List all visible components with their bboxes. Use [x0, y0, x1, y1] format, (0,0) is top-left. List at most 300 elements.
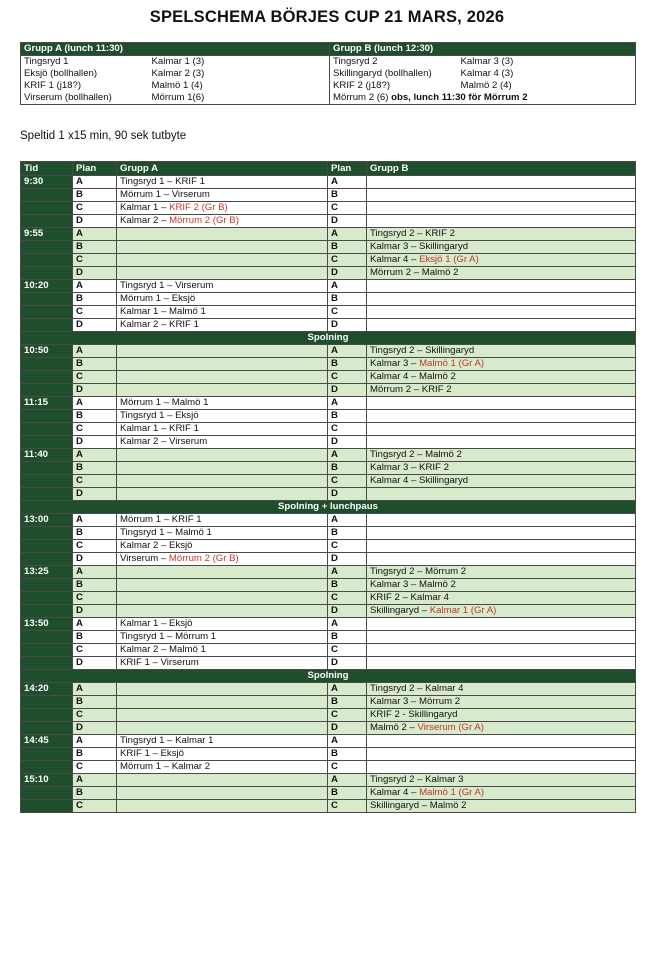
match-group-b — [367, 514, 636, 527]
plan-b: D — [328, 657, 367, 670]
plan-a: B — [73, 787, 117, 800]
plan-b: A — [328, 566, 367, 579]
schedule-table — [20, 161, 636, 813]
schedule-row — [21, 644, 636, 657]
group-a-team: KRIF 1 (j18?) — [21, 80, 149, 92]
match-group-a — [117, 540, 328, 553]
match-text: Kalmar 2 – Virserum — [120, 436, 208, 447]
plan-b: A — [328, 176, 367, 189]
match-text: Kalmar 2 – — [120, 215, 170, 226]
match-text: Malmö 2 – — [370, 722, 418, 733]
plan-b: D — [328, 553, 367, 566]
match-text: Tingsryd 2 – Skillingaryd — [370, 345, 475, 356]
match-text: Tingsryd 1 – Kalmar 1 — [120, 735, 214, 746]
match-text: Tingsryd 2 – Kalmar 3 — [370, 774, 464, 785]
group-b-team-cell — [458, 68, 636, 80]
plan-a: A — [73, 774, 117, 787]
match-text: Kalmar 2 – Eksjö — [120, 540, 193, 551]
match-group-b — [367, 358, 636, 371]
groups-table — [20, 42, 636, 105]
plan-a: A — [73, 566, 117, 579]
schedule-row — [21, 566, 636, 579]
match-group-a — [117, 202, 328, 215]
schedule-row — [21, 176, 636, 189]
plan-a: C — [73, 540, 117, 553]
groups-body — [21, 56, 636, 105]
match-group-a — [117, 306, 328, 319]
plan-b: C — [328, 423, 367, 436]
break-label: Spolning — [21, 332, 636, 345]
plan-a: D — [73, 657, 117, 670]
plan-a: D — [73, 319, 117, 332]
time-slot-cell — [21, 488, 73, 501]
group-b-team-cell — [458, 80, 636, 92]
group-row — [21, 80, 636, 92]
header-plan-b: Plan — [328, 162, 367, 176]
match-group-a — [117, 189, 328, 202]
time-slot-cell — [21, 800, 73, 813]
match-text: Kalmar 3 – Malmö 2 — [370, 579, 456, 590]
time-slot-cell — [21, 254, 73, 267]
time-slot-cell — [21, 553, 73, 566]
time-slot: 11:40 — [21, 449, 73, 462]
groups-header-row — [21, 43, 636, 56]
match-text: Kalmar 3 – KRIF 2 — [370, 462, 449, 473]
match-text: Mörrum 1 – Malmö 1 — [120, 397, 209, 408]
match-text: Tingsryd 1 – Malmö 1 — [120, 527, 212, 538]
match-text: Kalmar 1 – Malmö 1 — [120, 306, 206, 317]
time-slot-cell — [21, 436, 73, 449]
plan-b: D — [328, 319, 367, 332]
schedule-row — [21, 228, 636, 241]
plan-b: A — [328, 735, 367, 748]
schedule-row — [21, 410, 636, 423]
time-slot: 13:00 — [21, 514, 73, 527]
match-group-a — [117, 241, 328, 254]
schedule-row — [21, 605, 636, 618]
time-slot-cell — [21, 605, 73, 618]
match-group-a — [117, 644, 328, 657]
plan-a: C — [73, 202, 117, 215]
match-group-b — [367, 644, 636, 657]
time-slot: 14:45 — [21, 735, 73, 748]
match-group-a — [117, 293, 328, 306]
match-group-b — [367, 176, 636, 189]
match-group-a — [117, 774, 328, 787]
schedule-row — [21, 787, 636, 800]
match-group-b — [367, 449, 636, 462]
plan-b: A — [328, 449, 367, 462]
schedule-row — [21, 709, 636, 722]
match-text: Kalmar 3 – Skillingaryd — [370, 241, 469, 252]
plan-a: C — [73, 475, 117, 488]
match-group-b — [367, 436, 636, 449]
time-slot-cell — [21, 410, 73, 423]
time-slot-cell — [21, 371, 73, 384]
schedule-row — [21, 319, 636, 332]
time-slot-cell — [21, 358, 73, 371]
cross-group-team: Malmö 1 (Gr A) — [419, 358, 485, 369]
plan-b: C — [328, 800, 367, 813]
group-row — [21, 56, 636, 69]
match-text: Mörrum 1 – Eksjö — [120, 293, 196, 304]
match-text: Kalmar 1 – — [120, 202, 170, 213]
match-group-a — [117, 475, 328, 488]
schedule-row — [21, 384, 636, 397]
plan-a: B — [73, 696, 117, 709]
match-group-b — [367, 423, 636, 436]
match-group-a — [117, 319, 328, 332]
cross-group-team: Mörrum 2 (Gr B) — [168, 553, 239, 564]
match-text: KRIF 1 – Eksjö — [120, 748, 184, 759]
match-text: Tingsryd 1 – Virserum — [120, 280, 214, 291]
match-group-a — [117, 176, 328, 189]
time-slot-cell — [21, 423, 73, 436]
match-group-b — [367, 228, 636, 241]
schedule-row — [21, 397, 636, 410]
time-slot: 10:20 — [21, 280, 73, 293]
match-group-a — [117, 800, 328, 813]
plan-b: B — [328, 631, 367, 644]
match-text: Tingsryd 2 – Mörrum 2 — [370, 566, 467, 577]
match-group-b — [367, 735, 636, 748]
plan-a: A — [73, 683, 117, 696]
time-slot: 11:15 — [21, 397, 73, 410]
game-time-note: Speltid 1 x15 min, 90 sek tutbyte — [20, 130, 187, 142]
match-group-a — [117, 514, 328, 527]
schedule-row — [21, 696, 636, 709]
time-slot-cell — [21, 748, 73, 761]
time-slot-cell — [21, 527, 73, 540]
plan-a: A — [73, 618, 117, 631]
plan-a: A — [73, 449, 117, 462]
schedule-row — [21, 462, 636, 475]
match-group-a — [117, 761, 328, 774]
break-row — [21, 670, 636, 683]
match-text: Kalmar 1 – Eksjö — [120, 618, 193, 629]
schedule-row — [21, 631, 636, 644]
schedule-row — [21, 579, 636, 592]
plan-b: A — [328, 345, 367, 358]
time-slot: 10:50 — [21, 345, 73, 358]
plan-a: C — [73, 254, 117, 267]
plan-a: C — [73, 371, 117, 384]
plan-a: D — [73, 384, 117, 397]
cross-group-team: Mörrum 2 (Gr B) — [169, 215, 239, 226]
group-b-team: Skillingaryd (bollhallen) — [330, 68, 458, 80]
break-row — [21, 501, 636, 514]
match-group-a — [117, 345, 328, 358]
group-b-team — [330, 92, 636, 105]
match-group-a — [117, 215, 328, 228]
match-group-b — [367, 462, 636, 475]
plan-b: D — [328, 722, 367, 735]
group-a-team: Eksjö (bollhallen) — [21, 68, 149, 80]
plan-a: D — [73, 553, 117, 566]
plan-b: B — [328, 579, 367, 592]
schedule-row — [21, 800, 636, 813]
plan-a: A — [73, 176, 117, 189]
cross-group-team: Virserum (Gr A) — [417, 722, 484, 733]
match-text: Kalmar 1 – KRIF 1 — [120, 423, 199, 434]
plan-b: A — [328, 683, 367, 696]
schedule-row — [21, 657, 636, 670]
match-group-a — [117, 267, 328, 280]
time-slot-cell — [21, 267, 73, 280]
break-label: Spolning — [21, 670, 636, 683]
time-slot-cell — [21, 241, 73, 254]
plan-a: B — [73, 241, 117, 254]
match-group-b — [367, 618, 636, 631]
plan-a: B — [73, 631, 117, 644]
plan-a: A — [73, 735, 117, 748]
match-group-b — [367, 475, 636, 488]
schedule-body — [21, 176, 636, 813]
match-group-a — [117, 462, 328, 475]
time-slot: 13:25 — [21, 566, 73, 579]
time-slot-cell — [21, 592, 73, 605]
page-title: SPELSCHEMA BÖRJES CUP 21 MARS, 2026 — [149, 8, 505, 26]
time-slot-cell — [21, 709, 73, 722]
schedule-row — [21, 748, 636, 761]
group-b-team: Tingsryd 2 — [330, 56, 458, 69]
plan-b: B — [328, 748, 367, 761]
match-group-a — [117, 488, 328, 501]
match-group-b — [367, 722, 636, 735]
plan-b: D — [328, 267, 367, 280]
match-group-a — [117, 683, 328, 696]
time-slot: 9:55 — [21, 228, 73, 241]
match-group-a — [117, 579, 328, 592]
match-group-a — [117, 618, 328, 631]
plan-b: D — [328, 605, 367, 618]
plan-b: B — [328, 358, 367, 371]
match-group-a — [117, 748, 328, 761]
group-a-team: Malmö 1 (4) — [149, 80, 330, 92]
time-slot-cell — [21, 215, 73, 228]
match-group-b — [367, 761, 636, 774]
plan-b: C — [328, 540, 367, 553]
time-slot-cell — [21, 631, 73, 644]
match-group-b — [367, 696, 636, 709]
plan-a: C — [73, 592, 117, 605]
cross-group-team: Kalmar 1 (Gr A) — [429, 605, 497, 616]
plan-b: D — [328, 215, 367, 228]
plan-a: A — [73, 345, 117, 358]
match-group-b — [367, 306, 636, 319]
plan-a: B — [73, 462, 117, 475]
plan-b: B — [328, 241, 367, 254]
match-group-b — [367, 787, 636, 800]
match-text: Kalmar 4 – — [370, 254, 420, 265]
time-slot-cell — [21, 462, 73, 475]
plan-b: C — [328, 709, 367, 722]
match-group-a — [117, 605, 328, 618]
schedule-row — [21, 241, 636, 254]
group-a-team: Tingsryd 1 — [21, 56, 149, 69]
match-text: Mörrum 2 – KRIF 2 — [370, 384, 452, 395]
schedule-row — [21, 540, 636, 553]
schedule-row — [21, 293, 636, 306]
match-text: Kalmar 2 – KRIF 1 — [120, 319, 199, 330]
match-group-a — [117, 566, 328, 579]
plan-a: D — [73, 722, 117, 735]
plan-a: C — [73, 423, 117, 436]
match-group-b — [367, 683, 636, 696]
header-grupp-a: Grupp A — [117, 162, 328, 176]
schedule-row — [21, 527, 636, 540]
schedule-row — [21, 267, 636, 280]
match-group-a — [117, 787, 328, 800]
match-text: Kalmar 3 – Mörrum 2 — [370, 696, 461, 707]
group-a-team: Virserum (bollhallen) — [21, 92, 149, 105]
match-group-b — [367, 189, 636, 202]
plan-a: A — [73, 397, 117, 410]
schedule-row — [21, 592, 636, 605]
match-group-a — [117, 254, 328, 267]
plan-a: A — [73, 228, 117, 241]
match-group-b — [367, 605, 636, 618]
group-row — [21, 68, 636, 80]
header-tid: Tid — [21, 162, 73, 176]
group-b-team: Malmö 2 (4) — [460, 80, 512, 91]
plan-a: D — [73, 605, 117, 618]
match-group-a — [117, 423, 328, 436]
match-group-a — [117, 228, 328, 241]
plan-a: C — [73, 800, 117, 813]
group-b-team-cell — [458, 56, 636, 69]
match-group-b — [367, 566, 636, 579]
time-slot-cell — [21, 306, 73, 319]
match-text: Tingsryd 1 – Mörrum 1 — [120, 631, 217, 642]
schedule-row — [21, 371, 636, 384]
match-group-b — [367, 657, 636, 670]
match-group-a — [117, 722, 328, 735]
match-group-b — [367, 384, 636, 397]
plan-a: B — [73, 579, 117, 592]
plan-b: D — [328, 436, 367, 449]
time-slot-cell — [21, 787, 73, 800]
header-grupp-b: Grupp B — [367, 162, 636, 176]
plan-b: B — [328, 696, 367, 709]
match-text: Kalmar 4 – — [370, 787, 420, 798]
plan-b: D — [328, 384, 367, 397]
plan-a: C — [73, 761, 117, 774]
match-group-a — [117, 449, 328, 462]
match-text: Mörrum 1 – Kalmar 2 — [120, 761, 211, 772]
group-b-team: Kalmar 3 (3) — [460, 56, 514, 67]
match-text: Mörrum 2 – Malmö 2 — [370, 267, 459, 278]
plan-b: C — [328, 371, 367, 384]
match-group-a — [117, 527, 328, 540]
group-b-team: Kalmar 4 (3) — [460, 68, 514, 79]
group-a-team: Mörrum 1(6) — [149, 92, 330, 105]
schedule-row — [21, 761, 636, 774]
schedule-row — [21, 254, 636, 267]
cross-group-team: KRIF 2 (Gr B) — [169, 202, 228, 213]
match-group-a — [117, 696, 328, 709]
plan-a: D — [73, 488, 117, 501]
schedule-row — [21, 423, 636, 436]
plan-a: D — [73, 267, 117, 280]
cross-group-team: Malmö 1 (Gr A) — [419, 787, 485, 798]
match-group-b — [367, 527, 636, 540]
match-text: Virserum – — [120, 553, 169, 564]
match-group-b — [367, 774, 636, 787]
schedule-row — [21, 553, 636, 566]
plan-a: D — [73, 436, 117, 449]
match-text: KRIF 2 - Skillingaryd — [370, 709, 458, 720]
match-text: Tingsryd 1 – Eksjö — [120, 410, 199, 421]
match-group-b — [367, 800, 636, 813]
plan-a: D — [73, 215, 117, 228]
match-group-a — [117, 657, 328, 670]
schedule-row — [21, 358, 636, 371]
match-text: KRIF 1 – Virserum — [120, 657, 199, 668]
cross-group-team: Eksjö 1 (Gr A) — [419, 254, 479, 265]
group-b-header: Grupp B (lunch 12:30) — [330, 43, 636, 56]
match-group-b — [367, 319, 636, 332]
plan-b: A — [328, 774, 367, 787]
match-group-b — [367, 579, 636, 592]
schedule-row — [21, 280, 636, 293]
time-slot-cell — [21, 293, 73, 306]
schedule-row — [21, 475, 636, 488]
plan-b: B — [328, 527, 367, 540]
schedule-row — [21, 488, 636, 501]
plan-b: C — [328, 306, 367, 319]
schedule-row — [21, 735, 636, 748]
time-slot-cell — [21, 319, 73, 332]
match-group-b — [367, 631, 636, 644]
time-slot-cell — [21, 202, 73, 215]
schedule-row — [21, 345, 636, 358]
plan-b: B — [328, 189, 367, 202]
schedule-row — [21, 189, 636, 202]
schedule-row — [21, 683, 636, 696]
schedule-row — [21, 618, 636, 631]
plan-b: B — [328, 787, 367, 800]
time-slot-cell — [21, 696, 73, 709]
group-b-team: KRIF 2 (j18?) — [330, 80, 458, 92]
plan-b: A — [328, 618, 367, 631]
match-group-b — [367, 371, 636, 384]
match-text: Tingsryd 2 – Kalmar 4 — [370, 683, 464, 694]
match-group-a — [117, 592, 328, 605]
time-slot-cell — [21, 579, 73, 592]
schedule-row — [21, 449, 636, 462]
group-a-header: Grupp A (lunch 11:30) — [21, 43, 330, 56]
plan-b: B — [328, 410, 367, 423]
break-row — [21, 332, 636, 345]
match-group-a — [117, 384, 328, 397]
match-text: Skillingaryd – — [370, 605, 430, 616]
match-group-b — [367, 254, 636, 267]
match-group-a — [117, 735, 328, 748]
plan-b: D — [328, 488, 367, 501]
match-group-b — [367, 293, 636, 306]
match-group-a — [117, 553, 328, 566]
time-slot-cell — [21, 189, 73, 202]
schedule-row — [21, 436, 636, 449]
plan-a: A — [73, 280, 117, 293]
match-group-b — [367, 410, 636, 423]
match-text: Kalmar 4 – Skillingaryd — [370, 475, 469, 486]
plan-a: B — [73, 527, 117, 540]
match-group-a — [117, 358, 328, 371]
plan-a: C — [73, 644, 117, 657]
plan-a: B — [73, 189, 117, 202]
